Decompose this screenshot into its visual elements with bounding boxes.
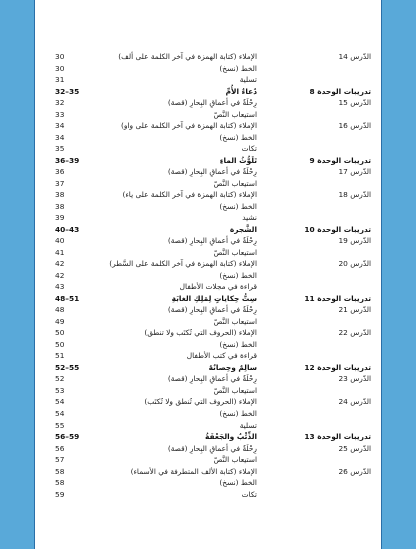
page-number: 50 [55, 328, 65, 338]
toc-row [43, 109, 375, 121]
toc-row [43, 132, 375, 144]
topic: الخط (نسخ) [219, 478, 257, 488]
topic: استيعاب النَّصّ [213, 178, 257, 188]
topic: استيعاب النَّصّ [213, 247, 257, 257]
page-range: 36–39 [55, 155, 80, 165]
topic: تسلية [239, 420, 257, 430]
lesson-label: الدّرس 17 [338, 167, 371, 177]
page-number: 31 [55, 75, 65, 85]
page-range: 52–55 [55, 362, 80, 372]
topic: الإملاء (الحروف التي تُكتَب ولا تنطق) [144, 328, 257, 338]
lesson-label: الدّرس 18 [338, 190, 371, 200]
topic: الإملاء (كتابة الهمزة في آخر الكلمة على ياء) [122, 190, 257, 200]
unit-label: تدريبات الوحدة 9 [309, 155, 371, 165]
page-number: 54 [55, 408, 65, 418]
page-number: 50 [55, 339, 65, 349]
topic: استيعاب النَّصّ [213, 455, 257, 465]
topic: الخط (نسخ) [219, 63, 257, 73]
topic: رِحْلَةٌ في أعماقِ البِحارِ (قصة) [167, 374, 257, 384]
toc-row [43, 74, 375, 86]
toc-row [43, 235, 375, 247]
page-range: 40–43 [55, 224, 80, 234]
toc-unit-row [43, 86, 375, 98]
topic: رِحْلَةٌ في أعماقِ البِحارِ (قصة) [167, 236, 257, 246]
page-number: 55 [55, 420, 65, 430]
unit-title: الذِّئْبُ والجَعْفَةُ [205, 432, 257, 442]
toc-row [43, 166, 375, 178]
page-sheet [34, 0, 382, 549]
topic: الخط (نسخ) [219, 339, 257, 349]
toc-row [43, 247, 375, 259]
lesson-label: الدّرس 14 [338, 52, 371, 61]
page-number: 30 [55, 63, 65, 73]
topic: الخط (نسخ) [219, 201, 257, 211]
toc-row [43, 178, 375, 190]
toc-row [43, 420, 375, 432]
toc-row [43, 396, 375, 408]
topic: رِحْلَةٌ في أعماقِ البِحارِ (قصة) [167, 167, 257, 177]
page-number: 39 [55, 213, 65, 223]
topic: قراءة في كتب الأطفال [186, 351, 257, 361]
page-number: 35 [55, 144, 65, 154]
topic: رِحْلَةٌ في أعماقِ البِحارِ (قصة) [167, 443, 257, 453]
toc-unit-row [43, 362, 375, 374]
topic: تكات [241, 489, 257, 499]
toc-row [43, 97, 375, 109]
toc-row [43, 373, 375, 385]
toc-row [43, 466, 375, 478]
topic: الإملاء (كتابة الهمزة في آخر الكلمة على السَّطر) [109, 259, 257, 269]
toc-row [43, 143, 375, 155]
unit-label: تدريبات الوحدة 8 [309, 86, 371, 96]
toc-row [43, 270, 375, 282]
page-number: 48 [55, 305, 65, 315]
topic: تكات [241, 144, 257, 154]
page-number: 53 [55, 385, 65, 395]
page-number: 36 [55, 167, 65, 177]
table-of-contents [43, 51, 375, 500]
page-number: 43 [55, 282, 65, 292]
lesson-label: الدّرس 19 [338, 236, 371, 246]
toc-row [43, 350, 375, 362]
unit-label: تدريبات الوحدة 11 [304, 293, 371, 303]
toc-row [43, 189, 375, 201]
toc-unit-row [43, 431, 375, 443]
toc-row [43, 212, 375, 224]
toc-row [43, 51, 375, 63]
lesson-label: الدّرس 22 [338, 328, 371, 338]
toc-unit-row [43, 155, 375, 167]
toc-row [43, 339, 375, 351]
lesson-label: الدّرس 21 [338, 305, 371, 315]
page-number: 37 [55, 178, 65, 188]
topic: رِحْلَةٌ في أعماقِ البِحارِ (قصة) [167, 305, 257, 315]
lesson-label: الدّرس 16 [338, 121, 371, 131]
topic: رِحْلَةٌ في أعماقِ البِحارِ (قصة) [167, 98, 257, 108]
page-number: 51 [55, 351, 65, 361]
page-number: 52 [55, 374, 65, 384]
topic: تسلية [239, 75, 257, 85]
lesson-label: الدّرس 25 [338, 443, 371, 453]
unit-title: سالِمٌ وحِصانُهُ [208, 362, 257, 372]
unit-title: تَلَوُّثُ الماءِ [219, 155, 257, 165]
toc-row [43, 454, 375, 466]
toc-unit-row [43, 224, 375, 236]
unit-title: دُعاءُ الأُمِّ [225, 86, 257, 96]
toc-row [43, 316, 375, 328]
toc-row [43, 281, 375, 293]
page-number: 32 [55, 98, 65, 108]
lesson-label: الدّرس 24 [338, 397, 371, 407]
toc-row [43, 443, 375, 455]
toc-row [43, 304, 375, 316]
page-number: 33 [55, 109, 65, 119]
unit-title: الشَّجرة [229, 224, 257, 234]
toc-row [43, 408, 375, 420]
page-range: 32–35 [55, 86, 80, 96]
page-number: 38 [55, 190, 65, 200]
page-number: 42 [55, 259, 65, 269]
page-range: 48–51 [55, 293, 80, 303]
page-number: 34 [55, 132, 65, 142]
page-number: 38 [55, 201, 65, 211]
page-number: 34 [55, 121, 65, 131]
topic: الخط (نسخ) [219, 270, 257, 280]
topic: الخط (نسخ) [219, 408, 257, 418]
lesson-label: الدّرس 23 [338, 374, 371, 384]
page-number: 41 [55, 247, 65, 257]
page-number: 49 [55, 316, 65, 326]
page-number: 54 [55, 397, 65, 407]
toc-row [43, 63, 375, 75]
toc-row [43, 120, 375, 132]
unit-label: تدريبات الوحدة 13 [304, 432, 371, 442]
unit-title: سِتُّ حِكاياتٍ لِمَلِكِ الغابَةِ [171, 293, 257, 303]
page-range: 56–59 [55, 432, 80, 442]
topic: الإملاء (كتابة الهمزة في آخر الكلمة على واو) [121, 121, 257, 131]
lesson-label: الدّرس 15 [338, 98, 371, 108]
topic: استيعاب النَّصّ [213, 316, 257, 326]
page-number: 58 [55, 466, 65, 476]
page-number: 56 [55, 443, 65, 453]
page-number: 42 [55, 270, 65, 280]
page-number: 58 [55, 478, 65, 488]
topic: الإملاء (الحروف التي تُنطق ولا تُكتَب) [144, 397, 257, 407]
lesson-label: الدّرس 26 [338, 466, 371, 476]
toc-row [43, 385, 375, 397]
topic: الإملاء (كتابة الهمزة في آخر الكلمة على ألف) [118, 52, 257, 61]
topic: الإملاء (كتابة الألف المتطرفة في الأسماء) [130, 466, 257, 476]
toc-row [43, 258, 375, 270]
topic: نشيد [242, 213, 257, 223]
lesson-label: الدّرس 20 [338, 259, 371, 269]
topic: استيعاب النَّصّ [213, 385, 257, 395]
toc-row [43, 489, 375, 501]
unit-label: تدريبات الوحدة 12 [304, 362, 371, 372]
toc-row [43, 477, 375, 489]
page-number: 30 [55, 52, 65, 61]
toc-row [43, 201, 375, 213]
page-number: 57 [55, 455, 65, 465]
topic: الخط (نسخ) [219, 132, 257, 142]
page-number: 40 [55, 236, 65, 246]
topic: قراءة في مجلات الأطفال [179, 282, 257, 292]
toc-row [43, 327, 375, 339]
toc-unit-row [43, 293, 375, 305]
unit-label: تدريبات الوحدة 10 [304, 224, 371, 234]
page-number: 59 [55, 489, 65, 499]
topic: استيعاب النَّصّ [213, 109, 257, 119]
